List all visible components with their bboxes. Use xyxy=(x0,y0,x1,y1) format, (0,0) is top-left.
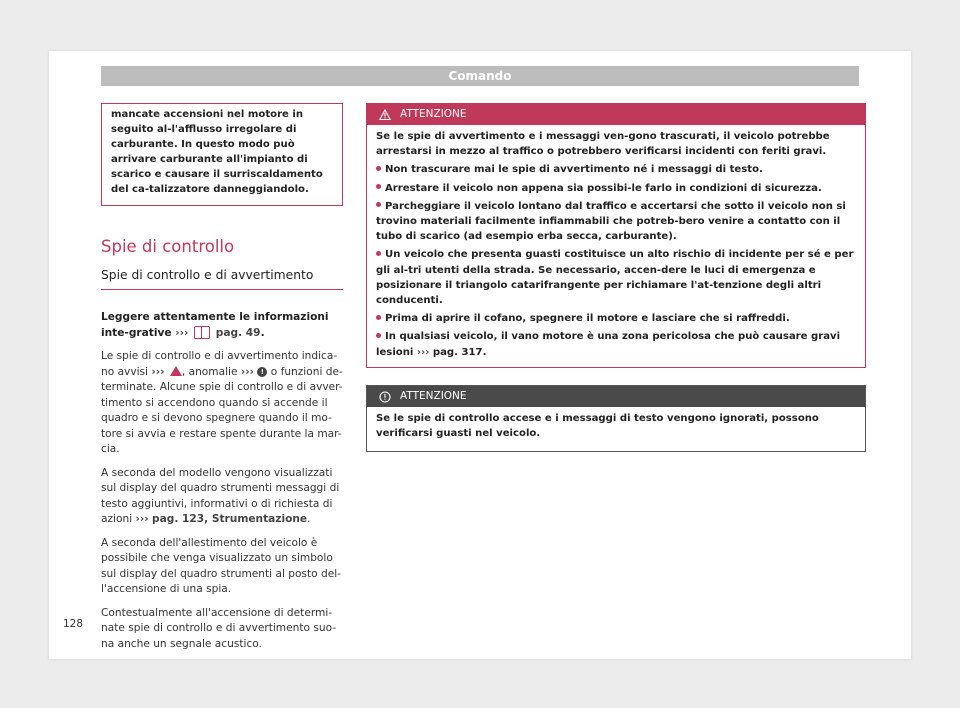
right-column xyxy=(366,103,866,452)
list-item-text: Arrestare il veicolo non appena sia possibi-le farlo in condizioni di sicurezza. xyxy=(385,182,822,194)
bullet-dot-icon xyxy=(376,166,381,171)
warning-heading: ATTENZIONE xyxy=(400,108,467,120)
list-item-text: Prima di aprire il cofano, spegnere il motore e lasciare che si raffreddi. xyxy=(385,313,790,325)
bullet-dot-icon xyxy=(376,184,381,189)
warning-box-header xyxy=(367,386,865,407)
continued-note-box xyxy=(101,103,343,206)
warning-box-2 xyxy=(366,385,866,452)
chevron-arrow-icon: ››› xyxy=(240,365,254,378)
chevron-arrow-icon: ››› xyxy=(135,513,149,526)
paragraph-2-text: A seconda del modello vengono visualizzati sul display del quadro strumenti messaggi di testo aggiuntivi, informativi o di richiesta di azioni xyxy=(101,466,340,526)
paragraph-1-text-a: Le spie di controllo e di avvertimento indica-no avvisi xyxy=(101,350,338,378)
warning-intro: Se le spie di avvertimento e i messaggi ven-gono trascurati, il veicolo potrebbe arrestarsi in mezzo al traffico o potrebbero verificarsi incidenti con feriti gravi. xyxy=(376,131,830,158)
manual-page xyxy=(48,50,912,660)
list-item: In qualsiasi veicolo, il vano motore è una zona pericolosa che può causare gravi lesioni ››› pag. 317. xyxy=(376,331,841,358)
paragraph-1-text-b: , anomalie xyxy=(181,365,238,378)
page-reference-link[interactable]: pag. 49 xyxy=(215,326,261,339)
bullet-dot-icon xyxy=(376,251,381,256)
paragraph-1 xyxy=(101,349,343,458)
left-column xyxy=(101,103,343,652)
warning-box-body xyxy=(367,125,865,367)
note-text: mancate accensioni nel motore in seguito al-l'afflusso irregolare di carburante. In questo modo può arrivare carburante all'impianto di scarico e causare il surriscaldamento del ca-talizzatore danneggiandolo. xyxy=(111,109,323,196)
warning-triangle-icon xyxy=(170,366,182,376)
chevron-arrow-icon: ››› xyxy=(151,365,165,378)
bullet-dot-icon xyxy=(376,333,381,338)
lead-paragraph: Leggere attentamente le informazioni inte-grative ››› pag. 49. xyxy=(101,311,329,339)
bullet-dot-icon xyxy=(376,315,381,320)
book-icon xyxy=(194,326,210,339)
list-item-text: Parcheggiare il veicolo lontano dal traffico e accertarsi che sotto il veicolo non si trovino materiali facilmente infiammabili che potreb-bero venire a contatto con il tubo di scarico (ad esempio erba secca, carburante). xyxy=(376,200,846,243)
section-title: Spie di controllo xyxy=(101,236,235,256)
warning-text: Se le spie di controllo accese e i messaggi di testo vengono ignorati, possono verificarsi guasti nel veicolo. xyxy=(376,412,819,440)
paragraph-1-text-c: o funzioni de-terminate. Alcune spie di controllo e di avver-timento si accendono quando si accende il quadro e si devono spegnere quando il mo-tore si avvia e restare spente durante la mar-cia. xyxy=(101,365,343,456)
warning-box-header xyxy=(367,104,865,125)
section-subtitle: Spie di controllo e di avvertimento xyxy=(101,268,343,291)
info-icon: ! xyxy=(257,367,267,377)
paragraph-4: Contestualmente all'accensione di determi-nate spie di controllo e di avvertimento suo-na anche un segnale acustico. xyxy=(101,606,337,650)
list-item-text: Un veicolo che presenta guasti costituisce un alto rischio di incidente per sé e per gli al-tri utenti della strada. Se necessario, accen-dere le luci di emergenza e posizionare il triangolo catarifrangente per richiamare l'at-tenzione degli altri conducenti. xyxy=(376,249,854,307)
caution-circle-icon xyxy=(379,391,391,403)
bullet-dot-icon xyxy=(376,202,381,207)
chevron-arrow-icon: ››› xyxy=(416,346,430,358)
paragraph-2: A seconda del modello vengono visualizzati sul display del quadro strumenti messaggi di testo aggiuntivi, informativi o di richiesta di azioni ››› pag. 123, Strumentazione. xyxy=(101,466,340,526)
list-item xyxy=(376,247,856,308)
chevron-arrow-icon: ››› xyxy=(175,326,189,339)
paragraph-3: A seconda dell'allestimento del veicolo è possibile che venga visualizzato un simbolo sul display del quadro strumenti al posto del-l'accensione di una spia. xyxy=(101,536,342,596)
list-item-text: In qualsiasi veicolo, il vano motore è una zona pericolosa che può causare gravi lesioni xyxy=(376,331,841,358)
warning-box-body xyxy=(367,407,865,451)
list-item xyxy=(376,162,856,177)
warning-heading: ATTENZIONE xyxy=(400,389,467,402)
page-reference-link[interactable]: pag. 317 xyxy=(432,346,483,358)
warning-box-1 xyxy=(366,103,866,368)
page-header: Comando xyxy=(101,66,859,86)
list-item xyxy=(376,311,856,326)
page-number: 128 xyxy=(63,618,84,630)
list-item xyxy=(376,199,856,245)
warning-triangle-icon xyxy=(379,109,391,121)
list-item xyxy=(376,181,856,196)
lead-text: Leggere attentamente le informazioni inte-grative xyxy=(101,311,329,339)
page-reference-link[interactable]: pag. 123, Strumentazione xyxy=(152,513,308,526)
list-item-text: Non trascurare mai le spie di avvertimento né i messaggi di testo. xyxy=(385,164,763,176)
